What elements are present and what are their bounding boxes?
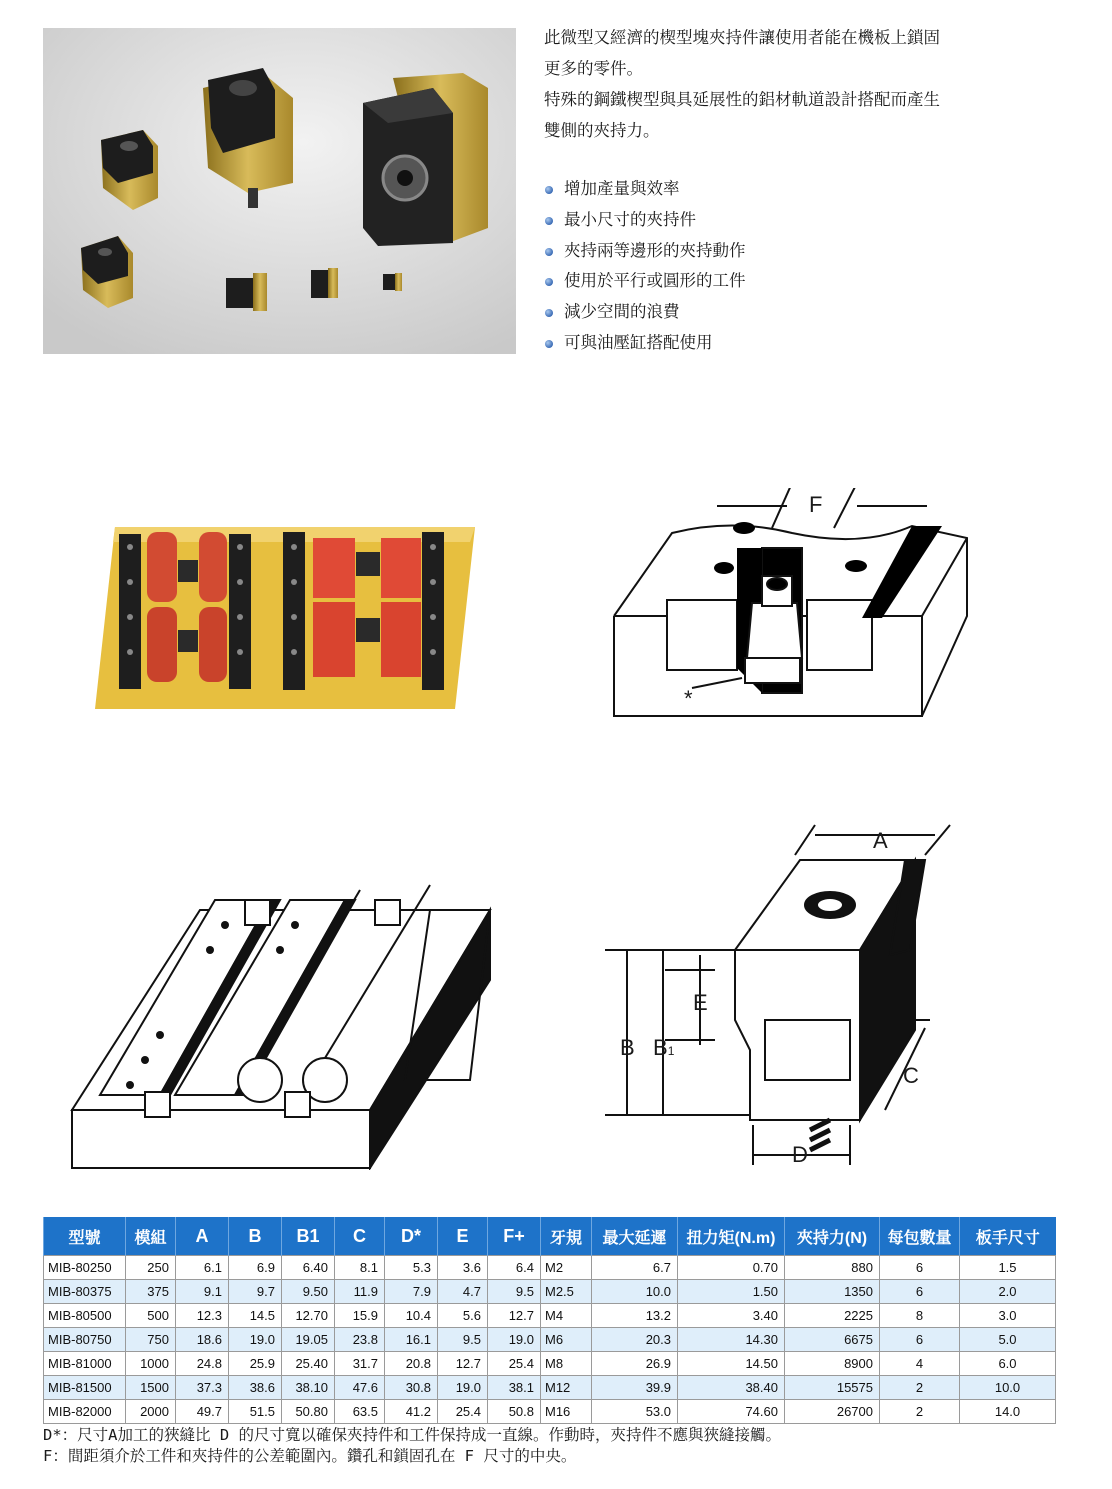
application-photo: [95, 522, 480, 709]
table-row: [44, 1400, 1056, 1424]
model-cell: MIB-80375: [44, 1280, 126, 1304]
table-cell: 250: [126, 1256, 176, 1280]
table-cell: 10.0: [960, 1376, 1056, 1400]
table-cell: 2: [880, 1400, 960, 1424]
table-cell: 375: [126, 1280, 176, 1304]
feature-item: 使用於平行或圓形的工件: [544, 266, 746, 297]
dim-label-star: *: [684, 686, 693, 711]
table-cell: M2: [541, 1256, 592, 1280]
column-header: F+: [488, 1217, 541, 1256]
table-cell: M2.5: [541, 1280, 592, 1304]
dimension-diagram: [605, 820, 970, 1170]
table-cell: 38.6: [229, 1376, 282, 1400]
column-header: 扭力矩(N.m): [678, 1217, 785, 1256]
table-cell: 880: [785, 1256, 880, 1280]
column-header: C: [335, 1217, 385, 1256]
table-cell: 14.30: [678, 1328, 785, 1352]
table-cell: 23.8: [335, 1328, 385, 1352]
column-header: 模組: [126, 1217, 176, 1256]
table-cell: 12.3: [176, 1304, 229, 1328]
table-cell: 25.4: [488, 1352, 541, 1376]
column-header: B: [229, 1217, 282, 1256]
feature-item: 最小尺寸的夾持件: [544, 205, 746, 236]
table-cell: 4.7: [438, 1280, 488, 1304]
column-header: A: [176, 1217, 229, 1256]
table-cell: 2: [880, 1376, 960, 1400]
bullet-icon: [545, 186, 553, 194]
dim-label-f: F: [809, 492, 823, 517]
table-cell: M6: [541, 1328, 592, 1352]
table-cell: 3.6: [438, 1256, 488, 1280]
table-cell: 19.0: [438, 1376, 488, 1400]
fixture-diagram: [70, 870, 495, 1170]
dim-label-d: D: [792, 1142, 808, 1167]
intro-line: 特殊的鋼鐵楔型與具延展性的鋁材軌道設計搭配而產生: [544, 90, 940, 109]
table-cell: 14.5: [229, 1304, 282, 1328]
bullet-icon: [545, 340, 553, 348]
table-cell: 13.2: [592, 1304, 678, 1328]
table-cell: 5.0: [960, 1328, 1056, 1352]
table-cell: 19.0: [488, 1328, 541, 1352]
table-cell: 50.80: [282, 1400, 335, 1424]
table-cell: 9.5: [438, 1328, 488, 1352]
feature-item: 夾持兩等邊形的夾持動作: [544, 236, 746, 267]
table-cell: 750: [126, 1328, 176, 1352]
model-cell: MIB-81000: [44, 1352, 126, 1376]
column-header: 牙規: [541, 1217, 592, 1256]
table-cell: 26.9: [592, 1352, 678, 1376]
product-photo: [43, 28, 516, 354]
table-cell: 6.40: [282, 1256, 335, 1280]
column-header: B1: [282, 1217, 335, 1256]
table-cell: 6.7: [592, 1256, 678, 1280]
footnote: D*：尺寸A加工的狹縫比 D 的尺寸寬以確保夾持件和工件保持成一直線。作動時，夾持件不應與狹縫接觸。: [43, 1426, 781, 1444]
table-cell: 1.50: [678, 1280, 785, 1304]
column-header: 板手尺寸: [960, 1217, 1056, 1256]
table-cell: 6: [880, 1256, 960, 1280]
table-cell: 10.0: [592, 1280, 678, 1304]
model-cell: MIB-82000: [44, 1400, 126, 1424]
feature-item: 減少空間的浪費: [544, 297, 746, 328]
table-cell: 12.70: [282, 1304, 335, 1328]
table-cell: 20.8: [385, 1352, 438, 1376]
table-cell: 25.40: [282, 1352, 335, 1376]
column-header: 夾持力(N): [785, 1217, 880, 1256]
table-cell: 25.9: [229, 1352, 282, 1376]
column-header: 每包數量: [880, 1217, 960, 1256]
table-cell: 26700: [785, 1400, 880, 1424]
table-cell: 2225: [785, 1304, 880, 1328]
table-cell: 30.8: [385, 1376, 438, 1400]
table-cell: 6: [880, 1328, 960, 1352]
table-cell: M4: [541, 1304, 592, 1328]
column-header: 最大延遲: [592, 1217, 678, 1256]
table-cell: 8900: [785, 1352, 880, 1376]
table-cell: 3.40: [678, 1304, 785, 1328]
spec-table: [43, 1217, 1056, 1424]
table-cell: 14.50: [678, 1352, 785, 1376]
table-cell: 6.4: [488, 1256, 541, 1280]
table-cell: 38.1: [488, 1376, 541, 1400]
table-cell: 1.5: [960, 1256, 1056, 1280]
table-cell: 9.1: [176, 1280, 229, 1304]
table-cell: 53.0: [592, 1400, 678, 1424]
table-cell: 19.0: [229, 1328, 282, 1352]
table-cell: 31.7: [335, 1352, 385, 1376]
table-cell: 18.6: [176, 1328, 229, 1352]
table-cell: 6.9: [229, 1256, 282, 1280]
table-cell: 6.0: [960, 1352, 1056, 1376]
table-cell: 51.5: [229, 1400, 282, 1424]
table-cell: 8: [880, 1304, 960, 1328]
table-cell: 7.9: [385, 1280, 438, 1304]
table-cell: 10.4: [385, 1304, 438, 1328]
table-cell: 2000: [126, 1400, 176, 1424]
table-header-row: [44, 1217, 1056, 1256]
table-cell: 4: [880, 1352, 960, 1376]
table-cell: 9.7: [229, 1280, 282, 1304]
table-cell: 11.9: [335, 1280, 385, 1304]
table-cell: 6675: [785, 1328, 880, 1352]
bullet-icon: [545, 248, 553, 256]
table-cell: 19.05: [282, 1328, 335, 1352]
bullet-icon: [545, 278, 553, 286]
table-cell: 6.1: [176, 1256, 229, 1280]
table-cell: 74.60: [678, 1400, 785, 1424]
table-cell: 1350: [785, 1280, 880, 1304]
table-cell: M16: [541, 1400, 592, 1424]
table-cell: 50.8: [488, 1400, 541, 1424]
table-cell: 15575: [785, 1376, 880, 1400]
model-cell: MIB-81500: [44, 1376, 126, 1400]
table-row: [44, 1304, 1056, 1328]
table-row: [44, 1256, 1056, 1280]
table-cell: 12.7: [438, 1352, 488, 1376]
table-cell: 1000: [126, 1352, 176, 1376]
dim-label-b1: B1: [653, 1035, 675, 1060]
table-cell: 49.7: [176, 1400, 229, 1424]
model-cell: MIB-80750: [44, 1328, 126, 1352]
table-cell: 47.6: [335, 1376, 385, 1400]
table-cell: 3.0: [960, 1304, 1056, 1328]
table-row: [44, 1280, 1056, 1304]
intro-line: 此微型又經濟的楔型塊夾持件讓使用者能在機板上鎖固: [544, 28, 940, 47]
table-row: [44, 1376, 1056, 1400]
intro-text: [544, 22, 1064, 146]
table-cell: 9.5: [488, 1280, 541, 1304]
table-cell: M8: [541, 1352, 592, 1376]
table-cell: 500: [126, 1304, 176, 1328]
feature-item: 可與油壓缸搭配使用: [544, 328, 746, 359]
table-cell: 24.8: [176, 1352, 229, 1376]
table-cell: 20.3: [592, 1328, 678, 1352]
column-header: E: [438, 1217, 488, 1256]
footnote: F：間距須介於工件和夾持件的公差範圍內。鑽孔和鎖固孔在 F 尺寸的中央。: [43, 1447, 577, 1465]
slot-diagram: [612, 488, 972, 723]
table-cell: 6: [880, 1280, 960, 1304]
table-cell: 12.7: [488, 1304, 541, 1328]
bullet-icon: [545, 217, 553, 225]
table-cell: 37.3: [176, 1376, 229, 1400]
dim-label-e: E: [693, 990, 708, 1015]
table-cell: 1500: [126, 1376, 176, 1400]
table-cell: 15.9: [335, 1304, 385, 1328]
table-cell: 41.2: [385, 1400, 438, 1424]
table-cell: 9.50: [282, 1280, 335, 1304]
dim-label-c: C: [903, 1063, 919, 1088]
table-cell: 38.10: [282, 1376, 335, 1400]
dim-label-a: A: [873, 828, 888, 853]
table-cell: 0.70: [678, 1256, 785, 1280]
table-cell: 38.40: [678, 1376, 785, 1400]
table-cell: 16.1: [385, 1328, 438, 1352]
feature-list: [544, 174, 746, 359]
feature-item: 增加產量與效率: [544, 174, 746, 205]
table-cell: 63.5: [335, 1400, 385, 1424]
table-row: [44, 1328, 1056, 1352]
table-cell: 39.9: [592, 1376, 678, 1400]
intro-line: 更多的零件。: [544, 59, 643, 78]
table-cell: M12: [541, 1376, 592, 1400]
table-cell: 25.4: [438, 1400, 488, 1424]
column-header: D*: [385, 1217, 438, 1256]
model-cell: MIB-80250: [44, 1256, 126, 1280]
dim-label-b: B: [620, 1035, 635, 1060]
model-cell: MIB-80500: [44, 1304, 126, 1328]
table-cell: 5.6: [438, 1304, 488, 1328]
bullet-icon: [545, 309, 553, 317]
table-cell: 14.0: [960, 1400, 1056, 1424]
table-cell: 2.0: [960, 1280, 1056, 1304]
table-cell: 8.1: [335, 1256, 385, 1280]
table-row: [44, 1352, 1056, 1376]
footnotes: [43, 1425, 781, 1467]
intro-line: 雙側的夾持力。: [544, 121, 660, 140]
column-header: 型號: [44, 1217, 126, 1256]
table-cell: 5.3: [385, 1256, 438, 1280]
